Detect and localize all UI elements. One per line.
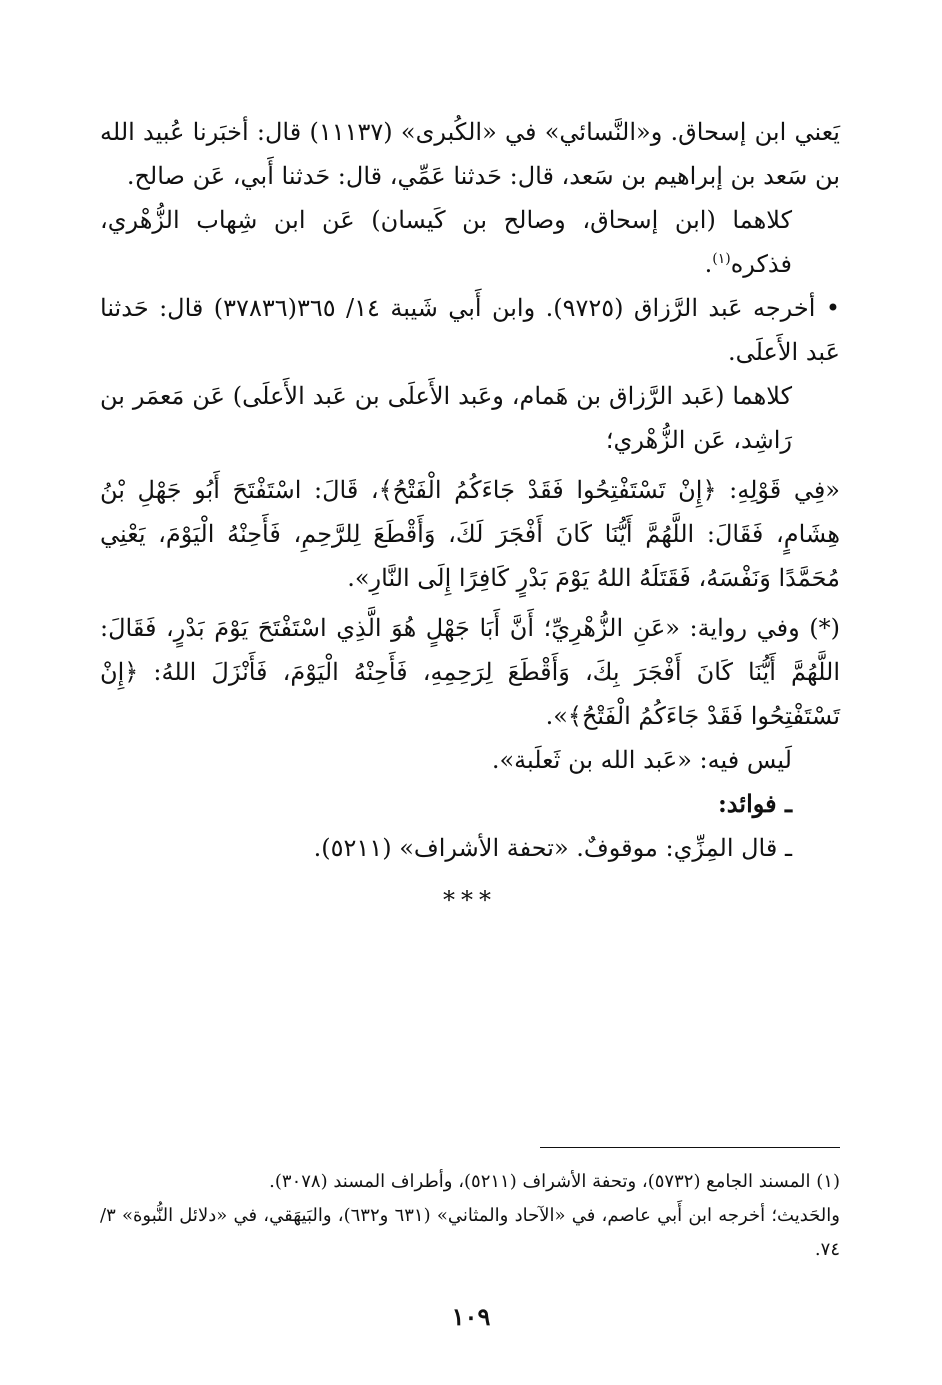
footnote-1: (١) المسند الجامع (٥٧٣٢)، وتحفة الأشراف (٥٢١١)، وأطراف المسند (٣٠٧٨). — [269, 1171, 840, 1192]
paragraph-4: كلاهما (عَبد الرَّزاق بن هَمام، وعَبد الأَعلَى بن عَبد الأَعلَى) عَن مَعمَر بن رَاشِد، عَن الزُّهْري؛ — [100, 382, 792, 454]
paragraph-2-text: كلاهما (ابن إسحاق، وصالح بن كَيسان) عَن ابن شِهاب الزُّهْري، فذكره — [100, 206, 793, 278]
footnote-separator — [540, 1147, 840, 1148]
paragraph-1: يَعني ابن إسحاق. و«النَّسائي» في «الكُبرى» (١١١٣٧) قال: أخبَرنا عُبيد الله بن سَعد بن إبراهيم بن سَعد، قال: حَدثنا عَمِّي، قال: حَدثنا أَبي، عَن صالح. — [100, 118, 840, 190]
footnote-reference[interactable]: (١) — [712, 251, 731, 267]
hadith-text: «فِي قَوْلِهِ: ﴿إِنْ تَسْتَفْتِحُوا فَقَدْ جَاءَكُمُ الْفَتْحُ﴾، قَالَ: اسْتَفْتَحَ أَبُو جَهْلِ بْنُ هِشَامٍ، فَقَالَ: اللَّهُمَّ أَيُّنَا كَانَ أَفْجَرَ لَكَ، وَأَقْطَعَ لِلرَّحِمِ، فَأَحِنْهُ الْيَوْمَ، يَعْنِي مُحَمَّدًا وَنَفْسَهُ، فَقَتَلَهُ اللهُ يَوْمَ بَدْرٍ كَافِرًا إِلَى النَّارِ». — [100, 476, 840, 592]
footnote-2: والحَديث؛ أخرجه ابن أَبي عاصم، في «الآحاد والمثاني» (٦٣١ و٦٣٢)، والبَيهَقي، في «دلائل النُّبوة» ٣/ ٧٤. — [100, 1205, 840, 1260]
main-text — [100, 110, 840, 922]
section-separator-stars: *** — [443, 886, 497, 914]
paragraph-2-end: . — [704, 250, 713, 278]
narration-variant: (*) وفي رواية: «عَنِ الزُّهْرِيِّ؛ أَنَّ أَبَا جَهْلٍ هُوَ الَّذِي اسْتَفْتَحَ يَوْمَ بَدْرٍ، فَقَالَ: اللَّهُمَّ أَيُّنَا كَانَ أَفْجَرَ بِكَ، وَأَقْطَعَ لِرَحِمِهِ، فَأَحِنْهُ الْيَوْمَ، فَأَنْزَلَ اللهُ: ﴿إِنْ تَسْتَفْتِحُوا فَقَدْ جَاءَكُمُ الْفَتْحُ﴾». — [100, 614, 841, 730]
paragraph-2 — [100, 198, 840, 286]
paragraph-3: • أخرجه عَبد الرَّزاق (٩٧٢٥). وابن أَبي شَيبة ١٤/ ٣٦٥(٣٧٨٣٦) قال: حَدثنا عَبد الأَعلَى. — [100, 294, 840, 366]
benefits-heading: ـ فوائد: — [717, 789, 792, 818]
benefits-item: ـ قال المِزِّي: موقوفٌ. «تحفة الأشراف» (٥٢١١). — [313, 834, 792, 862]
paragraph-note: لَيس فيه: «عَبد الله بن ثَعلَبة». — [491, 746, 792, 774]
page-number: ١٠٩ — [451, 1302, 491, 1331]
footnotes — [100, 1165, 840, 1267]
